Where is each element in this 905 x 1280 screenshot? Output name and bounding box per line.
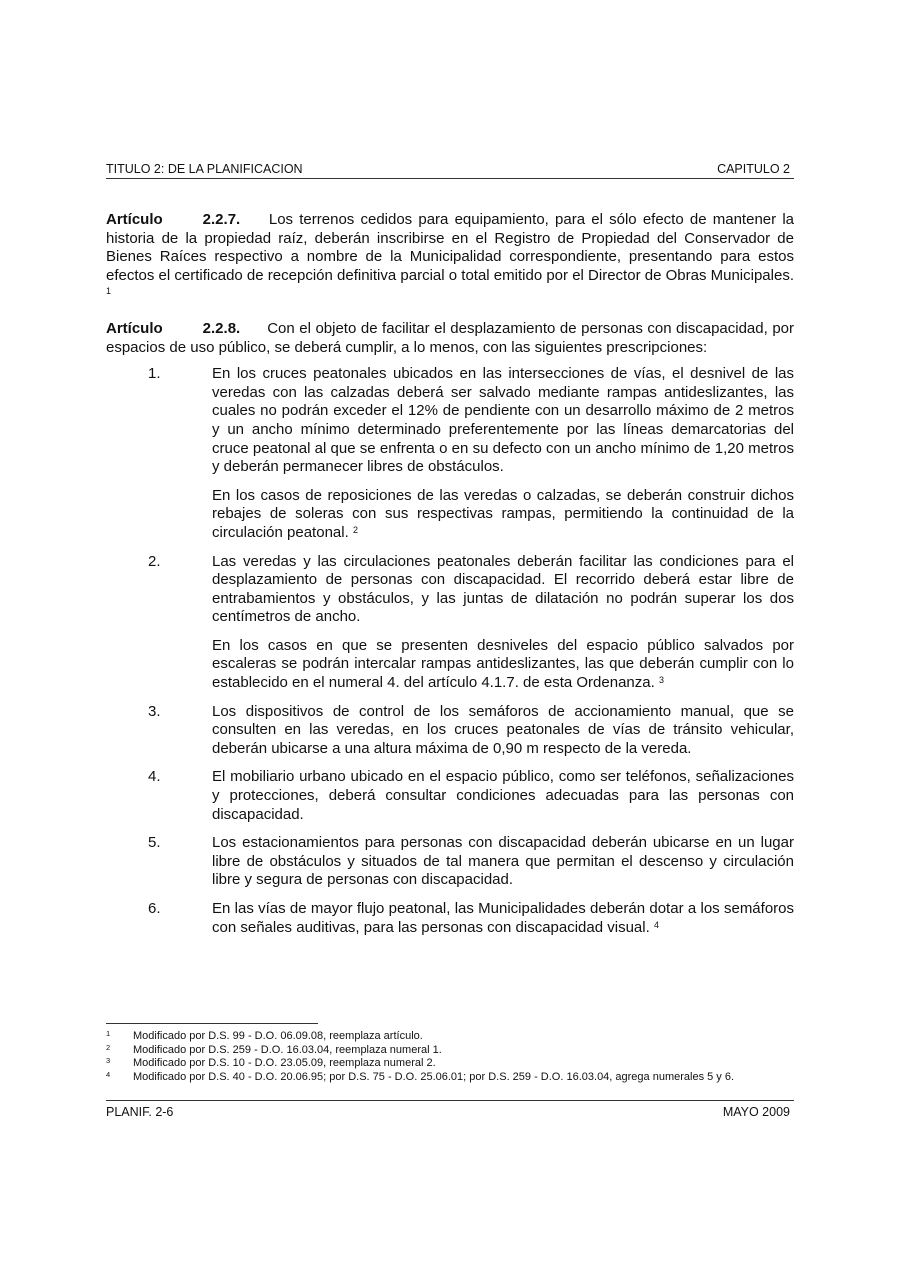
article-number: 2.2.8. [202, 319, 241, 337]
list-item [106, 768, 794, 824]
header-chapter: CAPITULO 2 [717, 162, 790, 176]
page-header [106, 160, 794, 179]
document-body [106, 211, 794, 947]
footer-date: MAYO 2009 [722, 1105, 790, 1119]
article-label: Artículo [106, 319, 163, 337]
article-text: Con el objeto de facilitar el desplazamiento de personas con discapacidad, por espacios de uso público, se deberá cumplir, a lo menos, con las siguientes prescripciones: [106, 319, 794, 356]
footnotes [106, 1030, 794, 1084]
article-2-2-8 [106, 320, 794, 357]
item-number: 4. [148, 768, 161, 786]
footnote-text: Modificado por D.S. 259 - D.O. 16.03.04, reemplaza numeral 1. [133, 1043, 442, 1056]
footnote-ref: 1 [106, 286, 112, 297]
footnote-text: Modificado por D.S. 99 - D.O. 06.09.08, reemplaza artículo. [133, 1030, 423, 1042]
article-label: Artículo [106, 211, 163, 228]
footnote [106, 1071, 794, 1085]
footnote-mark: 3 [106, 1056, 111, 1066]
article-text: Los terrenos cedidos para equipamiento, para el sólo efecto de mantener la historia de la propiedad raíz, deberán inscribirse en el Registro de Propiedad del Conservador de Bienes Raíces respectivo a nombre de la Municipalidad correspondiente, presentando para estos efectos el certificado de recepción definitiva parcial o total emitido por el Director de Obras Municipales. [106, 211, 794, 284]
item-paragraph: En los casos de reposiciones de las veredas o calzadas, se deberán construir dichos rebajes de soleras con sus respectivas rampas, permitiendo la continuidad de la circulación peatonal. $^2$ [212, 486, 794, 541]
item-number: 6. [148, 900, 161, 917]
item-paragraph: Los estacionamientos para personas con discapacidad deberán ubicarse en un lugar libre de obstáculos y situados de tal manera que permitan el descenso y circulación libre y segura de personas con discapacidad. [212, 834, 794, 889]
article-number: 2.2.7. [202, 211, 241, 228]
item-paragraph: Los dispositivos de control de los semáforos de accionamiento manual, que se consulten en las veredas, en los cruces peatonales de vías de tránsito vehicular, deberán ubicarse a una altura máxima de 0,90 m respecto de la vereda. [212, 702, 794, 757]
article-2-2-7 [106, 211, 794, 304]
list-item [106, 703, 794, 759]
list-item [106, 834, 794, 890]
item-paragraph: Las veredas y las circulaciones peatonales deberán facilitar las condiciones para el desplazamiento de personas con discapacidad. El recorrido deberá estar libre de entrabamientos y obstáculos, y las juntas de dilatación no podrán superar los dos centímetros de ancho. [212, 552, 794, 626]
footnote-text: Modificado por D.S. 10 - D.O. 23.05.09, reemplaza numeral 2. [133, 1057, 436, 1070]
item-number: 3. [148, 702, 161, 720]
footnote-mark: 1 [106, 1029, 111, 1038]
item-paragraph: En las vías de mayor flujo peatonal, las Municipalidades deberán dotar a los semáforos con señales auditivas, para las personas con discapacidad visual. $^4$ [212, 900, 794, 936]
item-number: 1. [148, 365, 161, 383]
footnote-ref: 3 [658, 675, 664, 686]
list-item [106, 553, 794, 693]
page-number: PLANIF. 2-6 [106, 1105, 174, 1119]
item-paragraph: En los cruces peatonales ubicados en las intersecciones de vías, el desnivel de las veredas con las calzadas deberá ser salvado mediante rampas antideslizantes, las cuales no podrán exceder el 12% de pendiente con un desarrollo máximo de 2 metros y un ancho mínimo determinado preferentemente por las líneas demarcatorias del cruce peatonal al que se enfrenta o en su defecto con un ancho mínimo de 1,20 metros y deberán permanecer libres de obstáculos. [212, 365, 794, 476]
footnote [106, 1044, 794, 1058]
item-number: 2. [148, 552, 161, 570]
page-footer [106, 1100, 794, 1121]
footnote-mark: 2 [106, 1042, 111, 1052]
header-title: TITULO 2: DE LA PLANIFICACION [106, 162, 303, 176]
footnote-mark: 4 [106, 1069, 111, 1079]
item-number: 5. [148, 834, 161, 852]
list-item [106, 900, 794, 937]
footnote-text: Modificado por D.S. 40 - D.O. 20.06.95; por D.S. 75 - D.O. 25.06.01; por D.S. 259 - D.O. 16.03.04, agrega numerales 5 y 6. [133, 1070, 735, 1083]
footnote [106, 1030, 794, 1044]
document-page [106, 0, 794, 1280]
footnote-ref: 4 [653, 919, 659, 930]
item-paragraph: En los casos en que se presenten desniveles del espacio público salvados por escaleras se podrán intercalar rampas antideslizantes, las que deberán cumplir con lo establecido en el numeral 4. del artículo 4.1.7. de esta Ordenanza. $^3$ [212, 636, 794, 692]
footnote [106, 1057, 794, 1071]
item-paragraph: El mobiliario urbano ubicado en el espacio público, como ser teléfonos, señalizaciones y protecciones, deberá consultar condiciones adecuadas para las personas con discapacidad. [212, 768, 794, 823]
footnote-separator [106, 1023, 318, 1024]
list-item [106, 365, 794, 542]
footnote-ref: 2 [352, 524, 358, 535]
